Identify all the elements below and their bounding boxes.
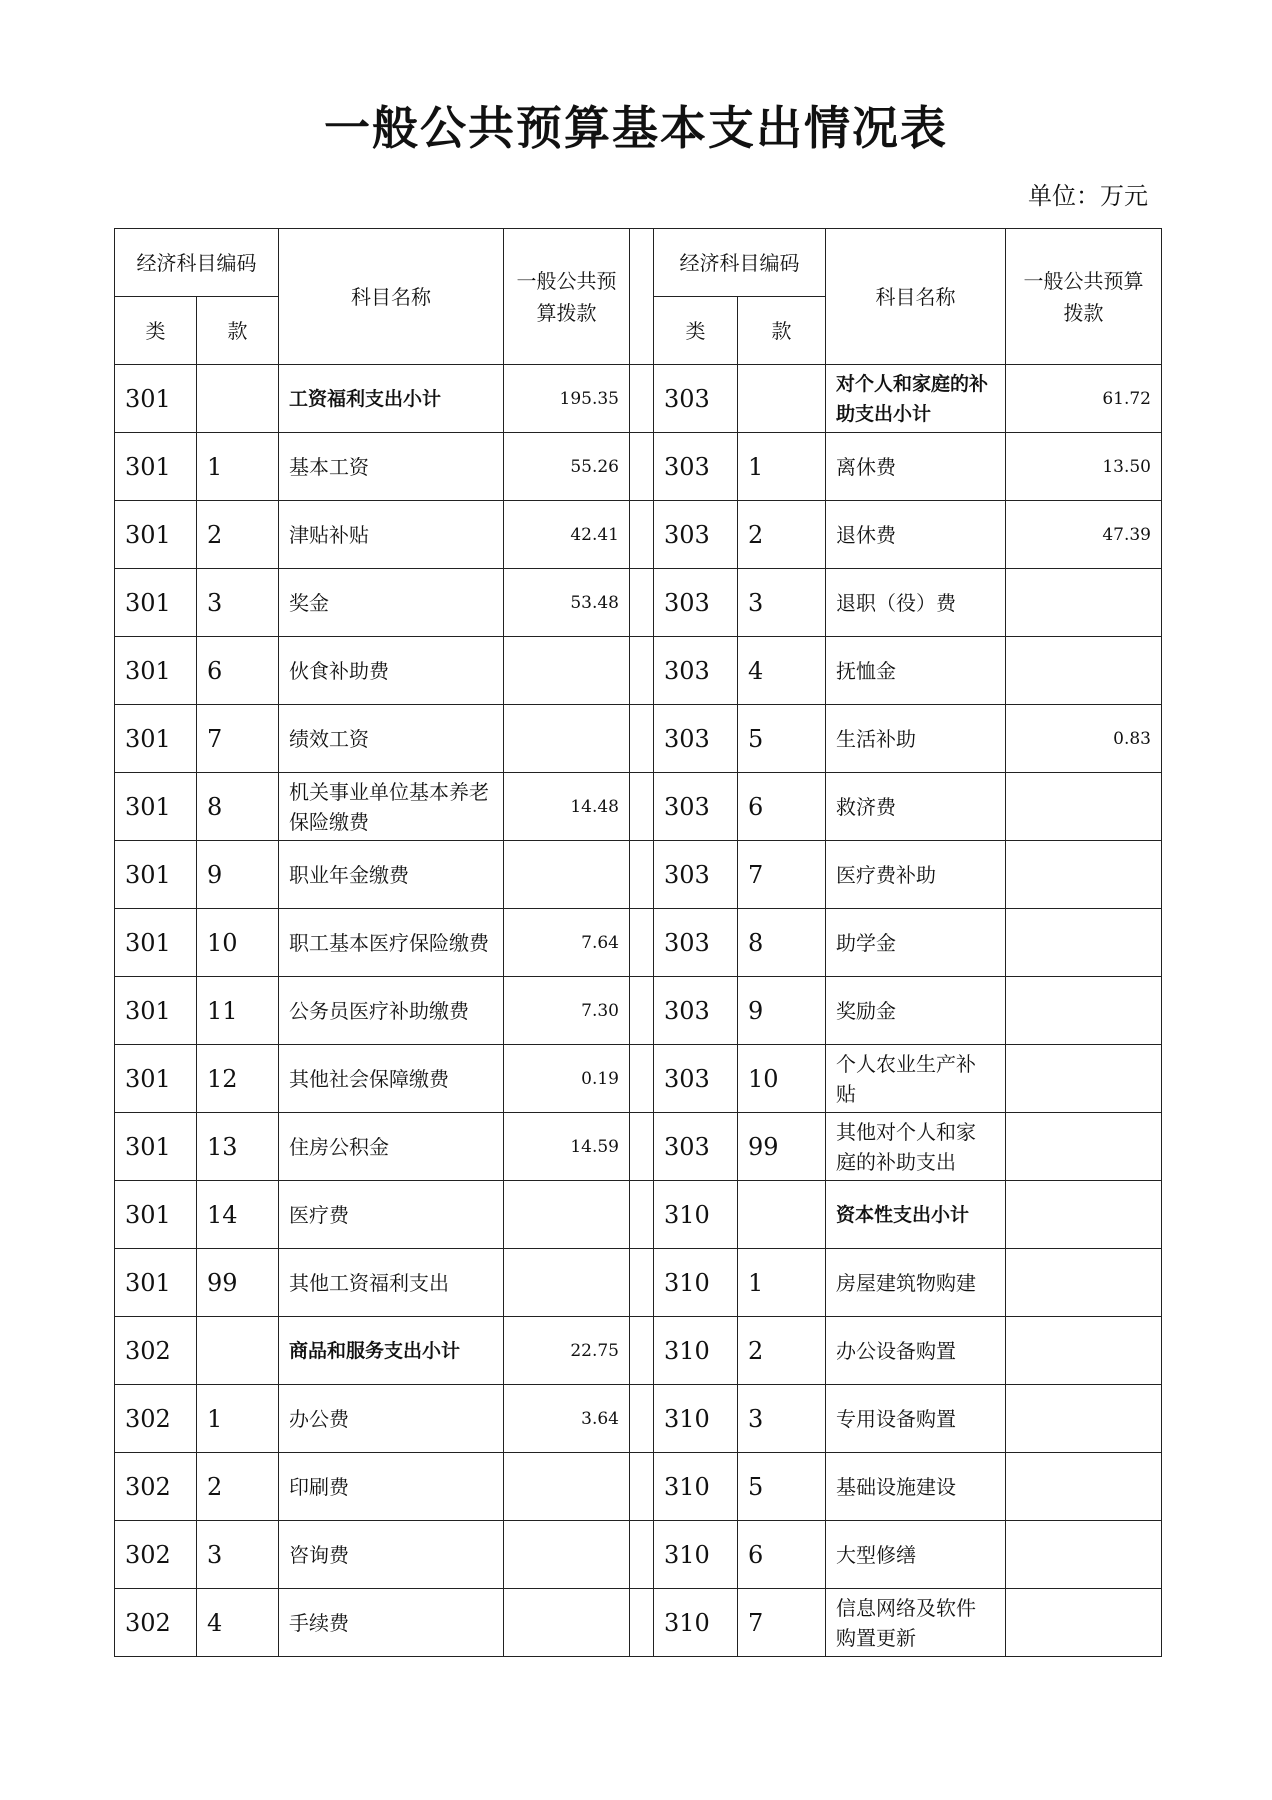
left-name-cell: 医疗费 [279, 1181, 504, 1249]
left-kuan-cell [197, 365, 279, 433]
column-gap [630, 909, 654, 977]
left-lei-cell: 301 [115, 1045, 197, 1113]
table-row [115, 433, 1162, 501]
left-name-cell: 基本工资 [279, 433, 504, 501]
right-kuan-cell: 99 [738, 1113, 826, 1181]
left-name-cell: 商品和服务支出小计 [279, 1317, 504, 1385]
page-title: 一般公共预算基本支出情况表 [324, 101, 948, 155]
table-row [115, 637, 1162, 705]
left-kuan-cell: 13 [197, 1113, 279, 1181]
right-kuan-cell: 1 [738, 433, 826, 501]
left-name-cell: 奖金 [279, 569, 504, 637]
column-gap [630, 841, 654, 909]
column-gap [630, 569, 654, 637]
table-row [115, 1249, 1162, 1317]
left-kuan-cell: 1 [197, 1385, 279, 1453]
left-kuan-cell: 14 [197, 1181, 279, 1249]
column-gap [630, 1521, 654, 1589]
right-lei-header: 类 [654, 297, 738, 365]
right-name-cell: 对个人和家庭的补助支出小计 [826, 365, 1006, 433]
right-kuan-cell: 7 [738, 841, 826, 909]
right-lei-cell: 310 [654, 1385, 738, 1453]
right-kuan-cell: 4 [738, 637, 826, 705]
right-name-cell: 办公设备购置 [826, 1317, 1006, 1385]
left-name-cell: 津贴补贴 [279, 501, 504, 569]
table-row [115, 501, 1162, 569]
left-lei-cell: 302 [115, 1317, 197, 1385]
left-lei-cell: 301 [115, 365, 197, 433]
column-gap [630, 1453, 654, 1521]
left-lei-cell: 301 [115, 705, 197, 773]
column-gap [630, 365, 654, 433]
right-name-cell: 离休费 [826, 433, 1006, 501]
left-kuan-cell: 3 [197, 1521, 279, 1589]
right-lei-cell: 303 [654, 637, 738, 705]
left-name-cell: 工资福利支出小计 [279, 365, 504, 433]
left-name-header: 科目名称 [279, 229, 504, 365]
right-name-cell: 医疗费补助 [826, 841, 1006, 909]
column-gap [630, 637, 654, 705]
left-lei-cell: 301 [115, 501, 197, 569]
right-lei-cell: 303 [654, 365, 738, 433]
left-kuan-cell: 8 [197, 773, 279, 841]
table-row [115, 1521, 1162, 1589]
left-name-cell: 伙食补助费 [279, 637, 504, 705]
right-name-cell: 信息网络及软件购置更新 [826, 1589, 1006, 1657]
table-row [115, 1045, 1162, 1113]
table-row [115, 1181, 1162, 1249]
table-row [115, 569, 1162, 637]
left-lei-cell: 301 [115, 773, 197, 841]
right-amount-cell: 13.50 [1006, 433, 1162, 501]
right-kuan-cell: 9 [738, 977, 826, 1045]
right-name-cell: 退职（役）费 [826, 569, 1006, 637]
right-amount-cell [1006, 909, 1162, 977]
left-kuan-cell: 7 [197, 705, 279, 773]
left-kuan-cell: 10 [197, 909, 279, 977]
left-kuan-cell: 2 [197, 501, 279, 569]
left-amount-cell [504, 841, 630, 909]
right-amount-cell [1006, 977, 1162, 1045]
left-kuan-cell: 3 [197, 569, 279, 637]
right-amount-cell [1006, 1317, 1162, 1385]
left-amount-cell: 195.35 [504, 365, 630, 433]
right-kuan-cell: 6 [738, 1521, 826, 1589]
left-amount-cell: 7.30 [504, 977, 630, 1045]
right-name-cell: 生活补助 [826, 705, 1006, 773]
right-amount-cell: 61.72 [1006, 365, 1162, 433]
left-lei-cell: 301 [115, 637, 197, 705]
right-lei-cell: 310 [654, 1453, 738, 1521]
right-lei-cell: 303 [654, 705, 738, 773]
left-amount-cell: 42.41 [504, 501, 630, 569]
column-gap [630, 1385, 654, 1453]
right-amount-cell [1006, 1113, 1162, 1181]
left-name-cell: 职工基本医疗保险缴费 [279, 909, 504, 977]
budget-table [114, 228, 1162, 1657]
right-kuan-cell: 3 [738, 1385, 826, 1453]
right-kuan-cell: 2 [738, 1317, 826, 1385]
left-lei-cell: 302 [115, 1453, 197, 1521]
right-name-cell: 个人农业生产补贴 [826, 1045, 1006, 1113]
right-name-cell: 救济费 [826, 773, 1006, 841]
table-row [115, 773, 1162, 841]
left-amount-cell: 53.48 [504, 569, 630, 637]
right-lei-cell: 310 [654, 1589, 738, 1657]
right-amount-cell: 0.83 [1006, 705, 1162, 773]
table-row [115, 365, 1162, 433]
right-amount-cell [1006, 1385, 1162, 1453]
right-lei-cell: 303 [654, 433, 738, 501]
left-lei-cell: 301 [115, 569, 197, 637]
left-kuan-cell: 99 [197, 1249, 279, 1317]
left-amount-cell: 14.59 [504, 1113, 630, 1181]
right-name-cell: 资本性支出小计 [826, 1181, 1006, 1249]
left-amount-cell: 0.19 [504, 1045, 630, 1113]
left-name-cell: 印刷费 [279, 1453, 504, 1521]
right-name-cell: 退休费 [826, 501, 1006, 569]
right-kuan-cell: 5 [738, 705, 826, 773]
left-kuan-cell: 11 [197, 977, 279, 1045]
right-lei-cell: 303 [654, 977, 738, 1045]
left-kuan-cell: 4 [197, 1589, 279, 1657]
left-lei-cell: 301 [115, 433, 197, 501]
column-gap [630, 773, 654, 841]
left-amount-cell [504, 637, 630, 705]
table-row [115, 841, 1162, 909]
left-amount-cell: 14.48 [504, 773, 630, 841]
left-lei-cell: 302 [115, 1589, 197, 1657]
right-amount-cell [1006, 773, 1162, 841]
left-code-header: 经济科目编码 [115, 229, 279, 297]
column-gap [630, 1113, 654, 1181]
left-amount-cell [504, 1181, 630, 1249]
unit-label: 单位：万元 [1028, 182, 1148, 210]
column-gap [630, 1317, 654, 1385]
left-name-cell: 公务员医疗补助缴费 [279, 977, 504, 1045]
right-amount-cell [1006, 569, 1162, 637]
right-lei-cell: 303 [654, 501, 738, 569]
right-name-cell: 专用设备购置 [826, 1385, 1006, 1453]
left-amount-cell: 3.64 [504, 1385, 630, 1453]
right-lei-cell: 303 [654, 909, 738, 977]
right-lei-cell: 303 [654, 1045, 738, 1113]
right-kuan-cell: 7 [738, 1589, 826, 1657]
right-kuan-cell: 5 [738, 1453, 826, 1521]
column-gap [630, 433, 654, 501]
right-amount-cell [1006, 1249, 1162, 1317]
right-kuan-cell: 8 [738, 909, 826, 977]
table-row [115, 1589, 1162, 1657]
left-lei-cell: 301 [115, 1249, 197, 1317]
left-name-cell: 绩效工资 [279, 705, 504, 773]
left-amount-cell: 22.75 [504, 1317, 630, 1385]
left-amount-cell [504, 1589, 630, 1657]
right-kuan-cell: 10 [738, 1045, 826, 1113]
right-lei-cell: 303 [654, 841, 738, 909]
left-kuan-cell: 12 [197, 1045, 279, 1113]
right-kuan-cell: 3 [738, 569, 826, 637]
left-lei-cell: 301 [115, 977, 197, 1045]
left-lei-cell: 301 [115, 1113, 197, 1181]
left-amount-cell [504, 1249, 630, 1317]
left-amount-header: 一般公共预算拨款 [504, 229, 630, 365]
right-code-header: 经济科目编码 [654, 229, 826, 297]
left-name-cell: 其他社会保障缴费 [279, 1045, 504, 1113]
table-row [115, 1113, 1162, 1181]
right-lei-cell: 310 [654, 1521, 738, 1589]
right-kuan-cell [738, 365, 826, 433]
right-name-cell: 基础设施建设 [826, 1453, 1006, 1521]
left-amount-cell [504, 705, 630, 773]
left-name-cell: 手续费 [279, 1589, 504, 1657]
table-row [115, 909, 1162, 977]
table-row [115, 705, 1162, 773]
left-name-cell: 其他工资福利支出 [279, 1249, 504, 1317]
left-kuan-cell [197, 1317, 279, 1385]
left-name-cell: 机关事业单位基本养老保险缴费 [279, 773, 504, 841]
right-kuan-cell [738, 1181, 826, 1249]
right-amount-cell [1006, 1453, 1162, 1521]
right-name-cell: 房屋建筑物购建 [826, 1249, 1006, 1317]
right-amount-cell [1006, 1181, 1162, 1249]
column-gap [630, 1045, 654, 1113]
left-lei-cell: 302 [115, 1385, 197, 1453]
left-amount-cell: 7.64 [504, 909, 630, 977]
left-lei-header: 类 [115, 297, 197, 365]
right-kuan-cell: 6 [738, 773, 826, 841]
table-row [115, 1453, 1162, 1521]
left-amount-cell [504, 1453, 630, 1521]
left-kuan-cell: 6 [197, 637, 279, 705]
column-gap [630, 1589, 654, 1657]
left-lei-cell: 302 [115, 1521, 197, 1589]
right-lei-cell: 310 [654, 1317, 738, 1385]
right-name-cell: 奖励金 [826, 977, 1006, 1045]
left-name-cell: 职业年金缴费 [279, 841, 504, 909]
right-kuan-cell: 2 [738, 501, 826, 569]
column-gap [630, 501, 654, 569]
column-gap [630, 1249, 654, 1317]
column-gap [630, 229, 654, 365]
table-row [115, 977, 1162, 1045]
right-lei-cell: 310 [654, 1249, 738, 1317]
right-kuan-header: 款 [738, 297, 826, 365]
column-gap [630, 977, 654, 1045]
left-amount-cell: 55.26 [504, 433, 630, 501]
right-amount-cell: 47.39 [1006, 501, 1162, 569]
table-row [115, 1317, 1162, 1385]
table-row [115, 1385, 1162, 1453]
left-kuan-cell: 1 [197, 433, 279, 501]
left-kuan-header: 款 [197, 297, 279, 365]
right-lei-cell: 303 [654, 569, 738, 637]
right-name-cell: 其他对个人和家庭的补助支出 [826, 1113, 1006, 1181]
left-amount-cell [504, 1521, 630, 1589]
table-body [115, 365, 1162, 1657]
right-amount-cell [1006, 1045, 1162, 1113]
left-name-cell: 咨询费 [279, 1521, 504, 1589]
right-name-cell: 助学金 [826, 909, 1006, 977]
left-name-cell: 办公费 [279, 1385, 504, 1453]
right-name-cell: 大型修缮 [826, 1521, 1006, 1589]
right-amount-cell [1006, 637, 1162, 705]
left-lei-cell: 301 [115, 841, 197, 909]
right-lei-cell: 303 [654, 1113, 738, 1181]
left-kuan-cell: 9 [197, 841, 279, 909]
right-kuan-cell: 1 [738, 1249, 826, 1317]
right-name-header: 科目名称 [826, 229, 1006, 365]
left-lei-cell: 301 [115, 1181, 197, 1249]
left-name-cell: 住房公积金 [279, 1113, 504, 1181]
right-lei-cell: 303 [654, 773, 738, 841]
right-amount-cell [1006, 841, 1162, 909]
right-lei-cell: 310 [654, 1181, 738, 1249]
column-gap [630, 705, 654, 773]
right-amount-header: 一般公共预算拨款 [1006, 229, 1162, 365]
right-name-cell: 抚恤金 [826, 637, 1006, 705]
left-lei-cell: 301 [115, 909, 197, 977]
right-amount-cell [1006, 1589, 1162, 1657]
right-amount-cell [1006, 1521, 1162, 1589]
column-gap [630, 1181, 654, 1249]
left-kuan-cell: 2 [197, 1453, 279, 1521]
